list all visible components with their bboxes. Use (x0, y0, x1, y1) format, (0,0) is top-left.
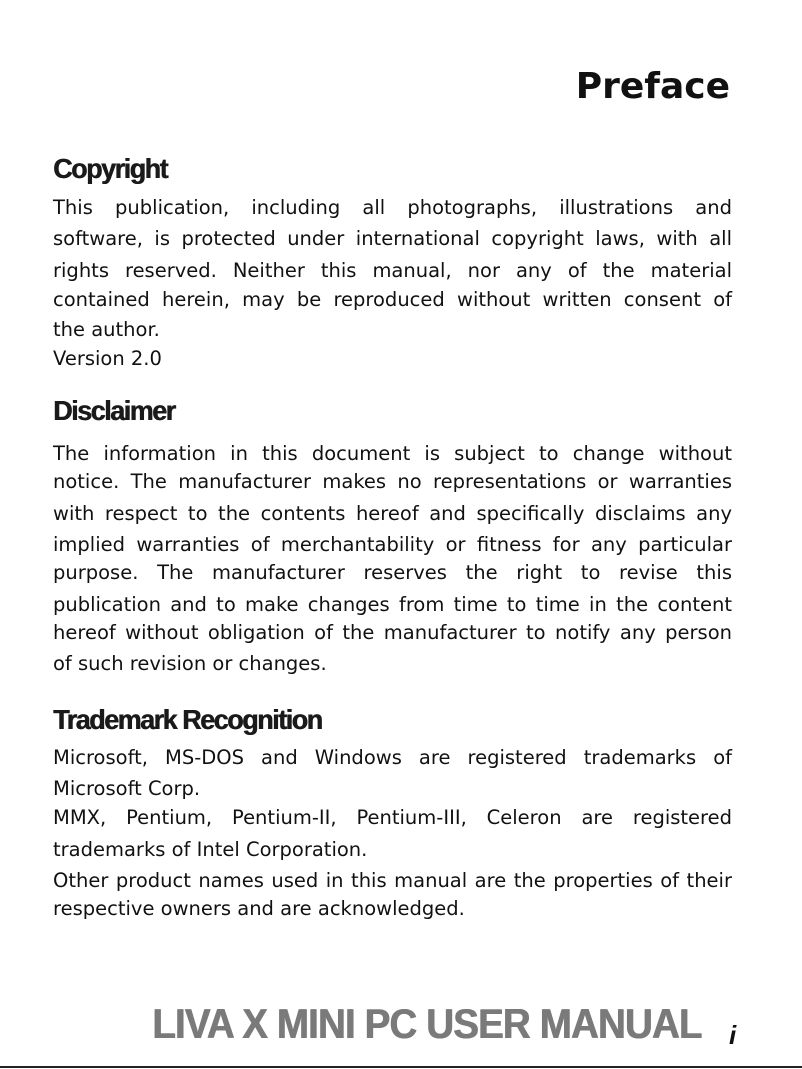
paragraph-line: purpose. The manufacturer reserves the right to revise this (53, 561, 732, 584)
footer-manual-title: LIVA X MINI PC USER MANUAL (152, 1000, 702, 1047)
section-heading-copyright: Copyright (53, 153, 167, 184)
paragraph-line: publication and to make changes from time to time in the content (53, 593, 732, 616)
paragraph-line: software, is protected under international copyright laws, with all (53, 227, 732, 250)
paragraph-line: Microsoft, MS-DOS and Windows are registered trademarks of (53, 746, 732, 769)
paragraph-line: of such revision or changes. (53, 652, 327, 675)
paragraph-line: implied warranties of merchantability or fitness for any particular (53, 533, 732, 556)
paragraph-line: Other product names used in this manual are the properties of their (53, 869, 732, 892)
paragraph-line: trademarks of Intel Corporation. (53, 838, 368, 861)
paragraph-line: hereof without obligation of the manufacturer to notify any person (53, 621, 732, 644)
section-heading-disclaimer: Disclaimer (53, 395, 175, 426)
version-line: Version 2.0 (53, 347, 162, 370)
paragraph-line: Microsoft Corp. (53, 777, 201, 800)
paragraph-line: This publication, including all photographs, illustrations and (53, 196, 732, 219)
footer-rule (0, 1066, 802, 1068)
paragraph-line: with respect to the contents hereof and specifically disclaims any (53, 502, 732, 525)
section-heading-trademark: Trademark Recognition (53, 704, 322, 735)
paragraph-line: rights reserved. Neither this manual, nor any of the material (53, 259, 732, 282)
paragraph-line: the author. (53, 318, 160, 341)
paragraph-line: notice. The manufacturer makes no representations or warranties (53, 470, 732, 493)
paragraph-line: The information in this document is subject to change without (53, 442, 732, 465)
paragraph-line: MMX, Pentium, Pentium-II, Pentium-III, Celeron are registered (53, 806, 732, 829)
paragraph-line: respective owners and are acknowledged. (53, 897, 465, 920)
page-title: Preface (575, 66, 730, 107)
paragraph-line: contained herein, may be reproduced without written consent of (53, 288, 732, 311)
page-number: i (729, 1020, 737, 1050)
